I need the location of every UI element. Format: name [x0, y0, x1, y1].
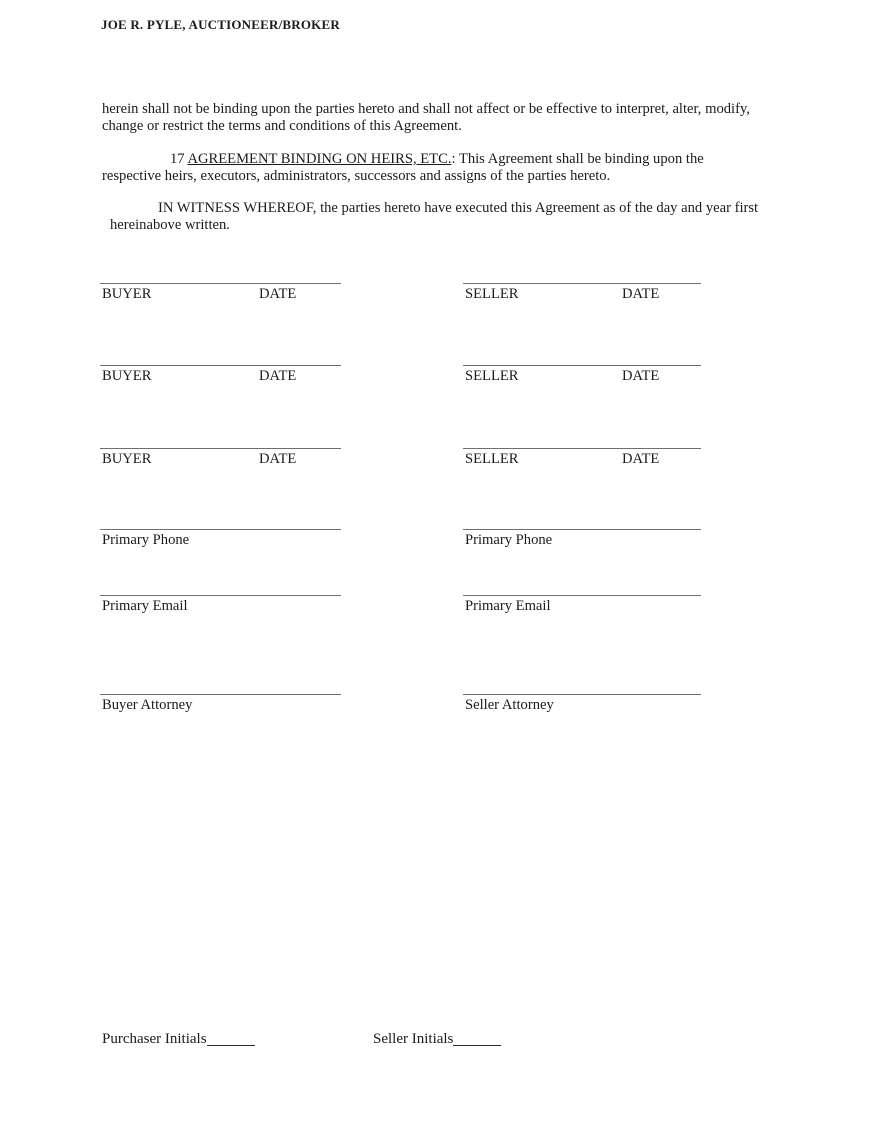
- paragraph-line: change or restrict the terms and conditions of this Agreement.: [102, 117, 462, 134]
- buyer-attorney-field[interactable]: [100, 694, 341, 719]
- signature-labels: [100, 286, 341, 302]
- buyer-phone-field[interactable]: [100, 529, 341, 554]
- primary-phone-label: Primary Phone: [102, 532, 190, 548]
- section-number: 17: [170, 151, 188, 167]
- seller-label: SELLER: [465, 451, 519, 467]
- paragraph-line: IN WITNESS WHEREOF, the parties hereto have executed this Agreement as of the day and year first: [158, 200, 759, 216]
- paragraph-section-17: [102, 151, 782, 184]
- paragraph-line: herein shall not be binding upon the parties hereto and shall not affect or be effective to interpret, alter, modify,: [102, 101, 750, 117]
- document-header: JOE R. PYLE, AUCTIONEER/BROKER: [101, 17, 340, 32]
- signature-labels: [463, 532, 701, 548]
- seller-email-field[interactable]: [463, 595, 701, 620]
- primary-phone-label: Primary Phone: [465, 532, 553, 548]
- paragraph-line: hereinabove written.: [110, 216, 230, 233]
- buyer-signature-field-3[interactable]: [100, 448, 341, 473]
- seller-label: SELLER: [465, 286, 519, 302]
- primary-email-label: Primary Email: [465, 598, 551, 614]
- seller-attorney-label: Seller Attorney: [465, 697, 554, 713]
- seller-signature-field-2[interactable]: [463, 365, 701, 390]
- signature-labels: [463, 697, 701, 713]
- buyer-label: BUYER: [102, 368, 152, 384]
- signature-labels: [463, 598, 701, 614]
- seller-initials-label: Seller Initials: [373, 1031, 454, 1047]
- seller-signature-field-1[interactable]: [463, 283, 701, 308]
- buyer-signature-field-2[interactable]: [100, 365, 341, 390]
- primary-email-label: Primary Email: [102, 598, 188, 614]
- signature-labels: [100, 368, 341, 384]
- seller-phone-field[interactable]: [463, 529, 701, 554]
- seller-attorney-field[interactable]: [463, 694, 701, 719]
- paragraph-witness-clause: [102, 200, 782, 233]
- signature-labels: [100, 598, 341, 614]
- signature-labels: [463, 286, 701, 302]
- signature-labels: [463, 368, 701, 384]
- purchaser-initials-blank[interactable]: [207, 1033, 255, 1046]
- section-17-heading: AGREEMENT BINDING ON HEIRS, ETC.: [187, 151, 452, 167]
- section-17-text: : This Agreement shall be binding upon the: [451, 151, 704, 167]
- date-label: DATE: [622, 451, 660, 467]
- paragraph-continuation: [102, 101, 782, 134]
- seller-signature-field-3[interactable]: [463, 448, 701, 473]
- date-label: DATE: [622, 286, 660, 302]
- buyer-email-field[interactable]: [100, 595, 341, 620]
- seller-initials-blank[interactable]: [453, 1033, 501, 1046]
- signature-labels: [100, 532, 341, 548]
- signature-labels: [100, 697, 341, 713]
- paragraph-line: [102, 151, 782, 168]
- signature-labels: [463, 451, 701, 467]
- date-label: DATE: [259, 286, 297, 302]
- buyer-attorney-label: Buyer Attorney: [102, 697, 193, 713]
- paragraph-line: respective heirs, executors, administrators, successors and assigns of the parties hereto.: [102, 167, 611, 184]
- seller-label: SELLER: [465, 368, 519, 384]
- buyer-signature-field-1[interactable]: [100, 283, 341, 308]
- seller-initials-field[interactable]: [373, 1030, 501, 1048]
- date-label: DATE: [259, 451, 297, 467]
- buyer-label: BUYER: [102, 451, 152, 467]
- date-label: DATE: [259, 368, 297, 384]
- purchaser-initials-label: Purchaser Initials: [102, 1031, 207, 1047]
- date-label: DATE: [622, 368, 660, 384]
- buyer-label: BUYER: [102, 286, 152, 302]
- purchaser-initials-field[interactable]: [102, 1030, 255, 1048]
- signature-labels: [100, 451, 341, 467]
